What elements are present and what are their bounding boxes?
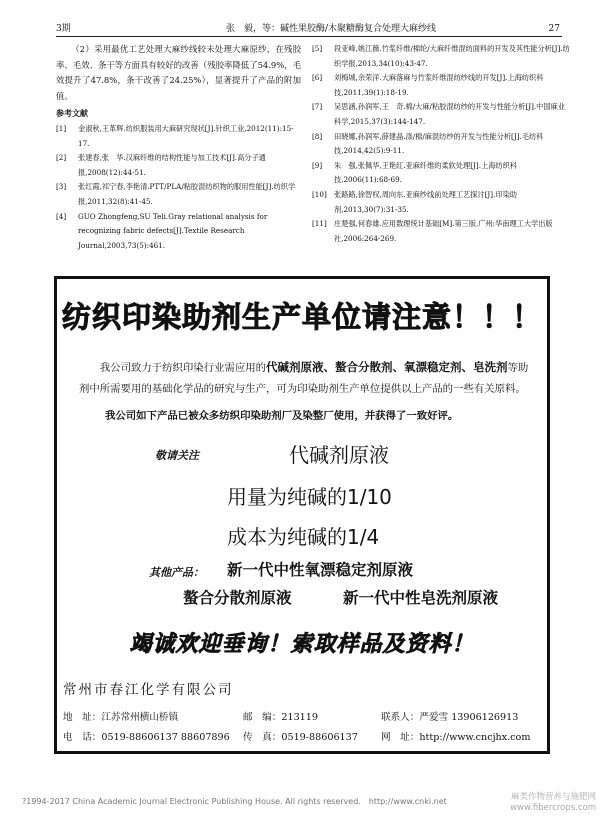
ad-main-product: 代碱剂原液 bbox=[289, 443, 389, 467]
references-left bbox=[56, 122, 301, 253]
ad-headline: 纺织印染助剂生产单位请注意！！！ bbox=[61, 300, 542, 334]
ad-other-label: 其他产品： bbox=[149, 566, 204, 579]
reference-item: [11] 庄楚强,何春雄.应用数理统计基础[M].第三版.广州:华南理工大学出版社,2006:264-269. bbox=[312, 219, 553, 243]
issue-number: 3期 bbox=[56, 24, 71, 34]
running-title: 张 毅，等：碱性果胶酶/木聚糖酶复合处理大麻纱线 bbox=[226, 24, 437, 34]
reference-item: [5] 段亚峰,姚江薇.竹浆纤维/棉纶/大麻纤维混纺面料的开发及其性能分析[J].纺织学报,2013,34(10):43-47. bbox=[312, 44, 570, 68]
reference-item: [7] 吴思涵,孙润军,王 奇.棉/大麻/粘胶混纺纱的开发与性能分析[J].中国麻业科学,2015,37(3):144-147. bbox=[312, 102, 565, 126]
ad-fax: 传 真：0519-88606137 bbox=[243, 732, 358, 743]
ad-attention-label: 敬请关注 bbox=[155, 449, 199, 462]
ad-address: 地 址：江苏常州横山桥镇 bbox=[63, 712, 179, 723]
ad-company-name: 常州市春江化学有限公司 bbox=[63, 682, 234, 698]
ad-intro: 我公司致力于纺织印染行业需应用的代碱剂原液、螯合分散剂、氧漂稳定剂、皂洗剂等助剂中所需要用的基础化学品的研究与生产，可为印染助剂生产单位提供以上产品的一些有关原料。 bbox=[79, 360, 529, 395]
reference-item: [6] 刘梅城,余荣洋.大麻落麻与竹浆纤维混纺纱线的开发[J].上海纺织科技,2011,39(1):18-19. bbox=[312, 73, 544, 97]
advertisement-box bbox=[54, 276, 550, 754]
references-heading: 参考文献 bbox=[56, 108, 88, 119]
reference-item: [8] 田晓娜,孙润军,薛建晶.涤/棉/麻混纺纱的开发与性能分析[J].毛纺科技,2014,42(5):9-11. bbox=[312, 131, 544, 156]
watermark: 麻类作物营养与施肥网 www.fibercrops.com bbox=[510, 792, 596, 813]
ad-other-product: 新一代中性皂洗剂原液 bbox=[343, 589, 499, 607]
reference-item: [10] 张路路,徐智权,周向东.亚麻纱线前处理工艺探讨[J].印染助剂,2013,30(7):31-35. bbox=[312, 189, 517, 214]
ad-phone: 电 话：0519-88606137 88607896 bbox=[63, 732, 230, 743]
ad-welcome: 竭诚欢迎垂询！索取样品及资料！ bbox=[129, 632, 475, 657]
left-column bbox=[56, 42, 301, 253]
ad-other-product: 新一代中性氧漂稳定剂原液 bbox=[227, 561, 414, 579]
ad-postcode: 邮 编：213119 bbox=[243, 712, 318, 723]
ad-other-product: 螯合分散剂原液 bbox=[183, 589, 292, 607]
running-header bbox=[56, 22, 562, 37]
ad-dosage: 用量为纯碱的1/10 bbox=[227, 485, 392, 509]
reference-item: [2] 张建春,张 华.汉麻纤维的结构性能与加工技术[J].高分子通报,2008(12):44-51. bbox=[56, 153, 266, 177]
reference-item: [9] 朱 强,张佩华,王艳红.亚麻纤维的柔软处理[J].上海纺织科技,2006(11):68-69. bbox=[312, 160, 517, 185]
ad-contact-person: 联系人：严爱雪 13906126913 bbox=[381, 712, 519, 723]
ad-intro-products: 代碱剂原液、螯合分散剂、氧漂稳定剂、皂洗剂 bbox=[266, 360, 508, 374]
reference-item: [4] GUO Zhongfeng,SU Teli.Gray relational analysis for recognizing fabric defects[J].Textile Research Journal,2003,73(5):461. bbox=[56, 211, 268, 250]
page-number: 27 bbox=[548, 24, 560, 34]
reference-item: [3] 张红霞,祁宁春,李艳清.PTT/PLA/粘胶混纺织物的服用性能[J].纺织学报,2011,32(8):41-45. bbox=[56, 182, 296, 206]
conclusion-paragraph: （2）采用最优工艺处理大麻纱线较未处理大麻原纱，在残胶率、毛效、条干等方面具有较好的改善（残胶率降低了54.9%，毛效提升了47.8%，条干改善了24.25%），显著提升了产品的附加值。 bbox=[56, 44, 301, 101]
ad-adoption-text: 我公司如下产品已被众多纺织印染助剂厂及染整厂使用，并获得了一致好评。 bbox=[105, 410, 459, 422]
copyright-footer: ?1994-2017 China Academic Journal Electronic Publishing House. All rights reserved. http://www.cnki.net bbox=[22, 797, 447, 806]
ad-website[interactable]: 网 址：http://www.cncjhx.com bbox=[381, 732, 531, 743]
reference-item: [1] 金淑秋,王革辉.纺织服装用大麻研究现状[J].针织工业,2012(11):15-17. bbox=[56, 123, 294, 148]
right-column bbox=[312, 42, 570, 246]
ad-cost: 成本为纯碱的1/4 bbox=[227, 525, 380, 549]
